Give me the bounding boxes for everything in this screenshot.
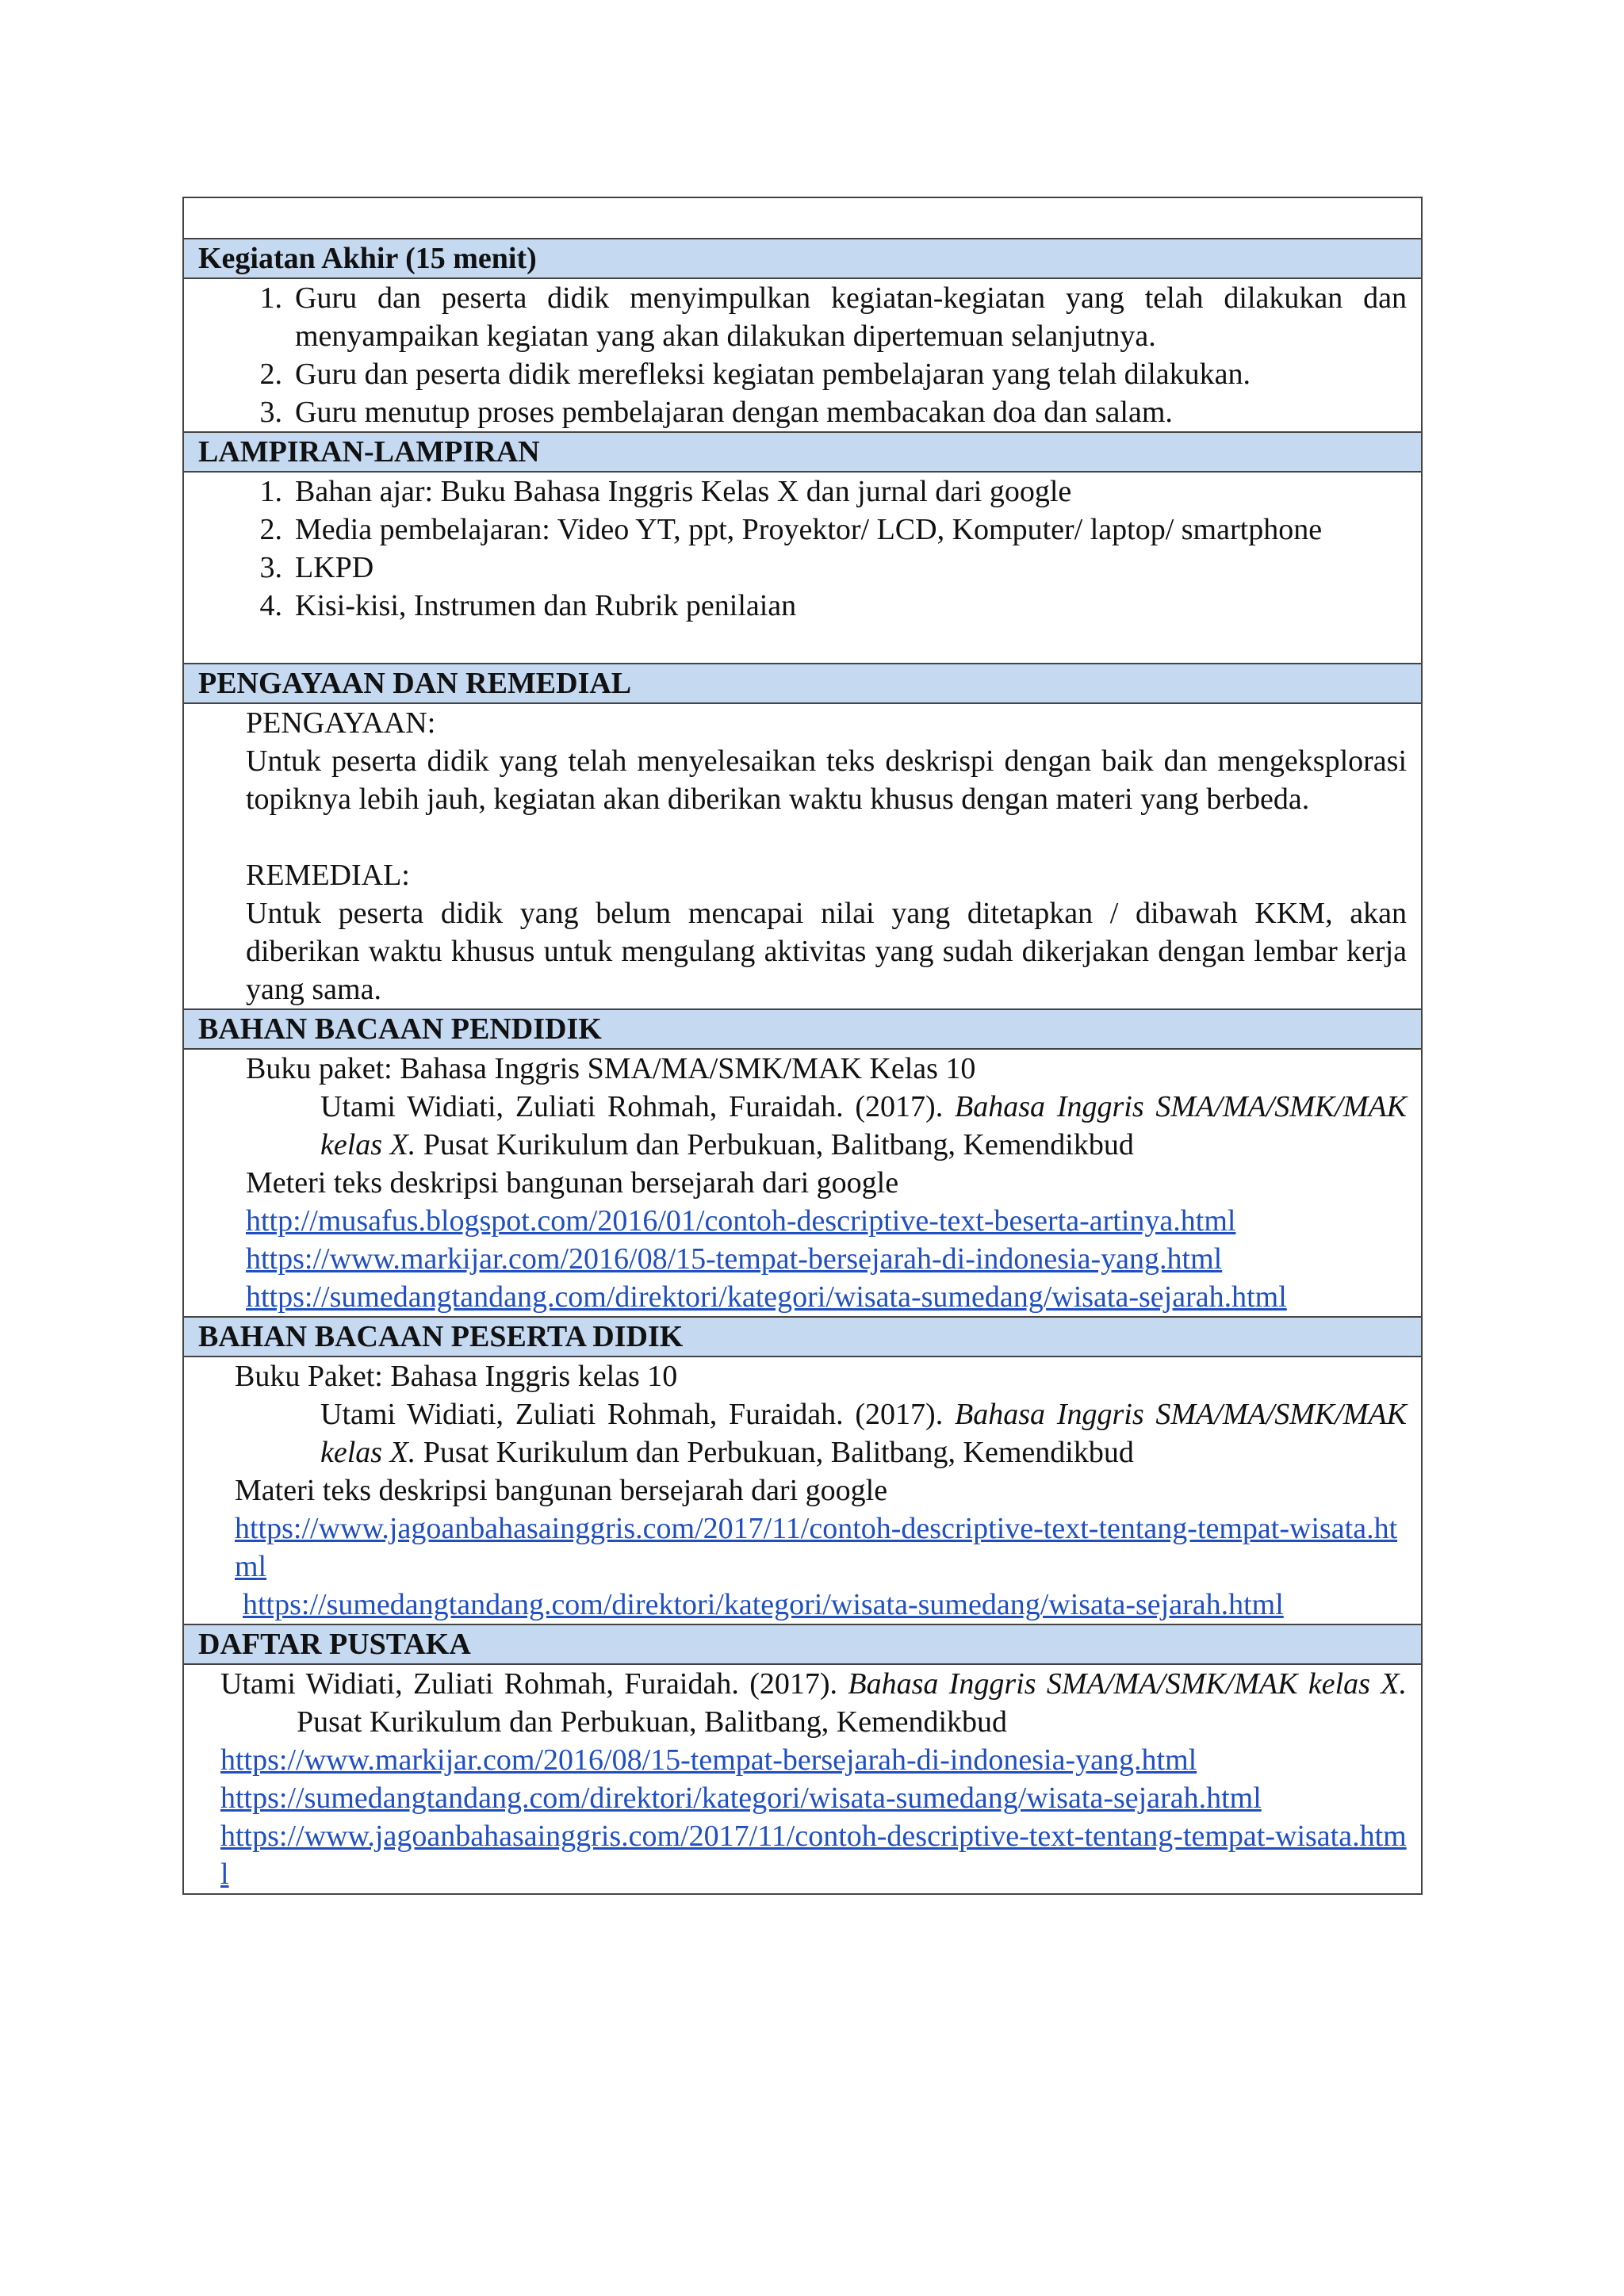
- bahan-peserta-body: [184, 1357, 1421, 1625]
- bahan-pendidik-heading: BAHAN BACAAN PENDIDIK: [184, 1010, 1421, 1050]
- bahan-pendidik-body: [184, 1050, 1421, 1318]
- list-item: 2. Guru dan peserta didik merefleksi kegiatan pembelajaran yang telah dilakukan.: [259, 358, 1251, 391]
- reference: Utami Widiati, Zuliati Rohmah, Furaidah. (2017). Bahasa Inggris SMA/MA/SMK/MAK kelas X. Pusat Kurikulum dan Perbukuan, Balitbang, Kemendikbud: [220, 1667, 1407, 1739]
- bahan-peserta-heading: BAHAN BACAAN PESERTA DIDIK: [184, 1318, 1421, 1357]
- reference-link[interactable]: https://www.jagoanbahasainggris.com/2017/11/contoh-descriptive-text-tentang-tempat-wisata.html: [235, 1512, 1398, 1583]
- pengayaan-body: [184, 704, 1421, 1010]
- daftar-pustaka-body: [184, 1665, 1421, 1893]
- reference-link[interactable]: https://www.markijar.com/2016/08/15-tempat-bersejarah-di-indonesia-yang.html: [220, 1743, 1197, 1777]
- list-item: 3. Guru menutup proses pembelajaran dengan membacakan doa dan salam.: [259, 396, 1173, 429]
- list-item: 2. Media pembelajaran: Video YT, ppt, Proyektor/ LCD, Komputer/ laptop/ smartphone: [259, 513, 1323, 546]
- reference-link[interactable]: https://sumedangtandang.com/direktori/kategori/wisata-sumedang/wisata-sejarah.html: [243, 1588, 1284, 1621]
- list-item: 1. Guru dan peserta didik menyimpulkan kegiatan-kegiatan yang telah dilakukan dan menyampaikan kegiatan yang akan dilakukan dipertemuan selanjutnya.: [259, 281, 1407, 353]
- lampiran-body: [184, 473, 1421, 664]
- lampiran-heading: LAMPIRAN-LAMPIRAN: [184, 433, 1421, 473]
- empty-row: [184, 198, 1421, 239]
- reference-link[interactable]: https://sumedangtandang.com/direktori/kategori/wisata-sumedang/wisata-sejarah.html: [246, 1280, 1287, 1314]
- kegiatan-akhir-heading: Kegiatan Akhir (15 menit): [184, 239, 1421, 279]
- materi-label: Meteri teks deskripsi bangunan bersejarah dari google: [246, 1166, 899, 1200]
- remedial-label: REMEDIAL:: [246, 859, 410, 892]
- pengayaan-label: PENGAYAAN:: [246, 706, 436, 740]
- daftar-pustaka-heading: DAFTAR PUSTAKA: [184, 1625, 1421, 1665]
- list-item: 4. Kisi-kisi, Instrumen dan Rubrik penilaian: [259, 589, 797, 622]
- kegiatan-akhir-body: [184, 279, 1421, 433]
- reference: Utami Widiati, Zuliati Rohmah, Furaidah. (2017). Bahasa Inggris SMA/MA/SMK/MAK kelas X. Pusat Kurikulum dan Perbukuan, Balitbang, Kemendikbud: [320, 1090, 1408, 1161]
- materi-label: Materi teks deskripsi bangunan bersejarah dari google: [235, 1474, 888, 1507]
- list-item: 1. Bahan ajar: Buku Bahasa Inggris Kelas X dan jurnal dari google: [259, 475, 1072, 508]
- remedial-text: Untuk peserta didik yang belum mencapai nilai yang ditetapkan / dibawah KKM, akan diberikan waktu khusus untuk mengulang aktivitas yang sudah dikerjakan dengan lembar kerja yang sama.: [246, 897, 1407, 1006]
- kegiatan-akhir-list: [184, 279, 1407, 431]
- reference: Utami Widiati, Zuliati Rohmah, Furaidah. (2017). Bahasa Inggris SMA/MA/SMK/MAK kelas X. Pusat Kurikulum dan Perbukuan, Balitbang, Kemendikbud: [320, 1398, 1408, 1469]
- lampiran-list: [184, 473, 1407, 625]
- book-label: Buku paket: Bahasa Inggris SMA/MA/SMK/MAK Kelas 10: [246, 1052, 976, 1085]
- reference-link[interactable]: http://musafus.blogspot.com/2016/01/contoh-descriptive-text-beserta-artinya.html: [246, 1204, 1236, 1238]
- reference-link[interactable]: https://www.markijar.com/2016/08/15-tempat-bersejarah-di-indonesia-yang.html: [246, 1242, 1223, 1276]
- lesson-plan-table: [182, 197, 1423, 1895]
- pengayaan-heading: PENGAYAAN DAN REMEDIAL: [184, 664, 1421, 704]
- reference-link[interactable]: https://sumedangtandang.com/direktori/kategori/wisata-sumedang/wisata-sejarah.html: [220, 1781, 1262, 1815]
- book-label: Buku Paket: Bahasa Inggris kelas 10: [235, 1360, 678, 1393]
- reference-link[interactable]: https://www.jagoanbahasainggris.com/2017/11/contoh-descriptive-text-tentang-tempat-wisata.html: [220, 1820, 1407, 1891]
- list-item: 3. LKPD: [259, 551, 374, 584]
- pengayaan-text: Untuk peserta didik yang telah menyelesaikan teks deskrispi dengan baik dan mengeksplorasi topiknya lebih jauh, kegiatan akan diberikan waktu khusus dengan materi yang berbeda.: [246, 744, 1407, 816]
